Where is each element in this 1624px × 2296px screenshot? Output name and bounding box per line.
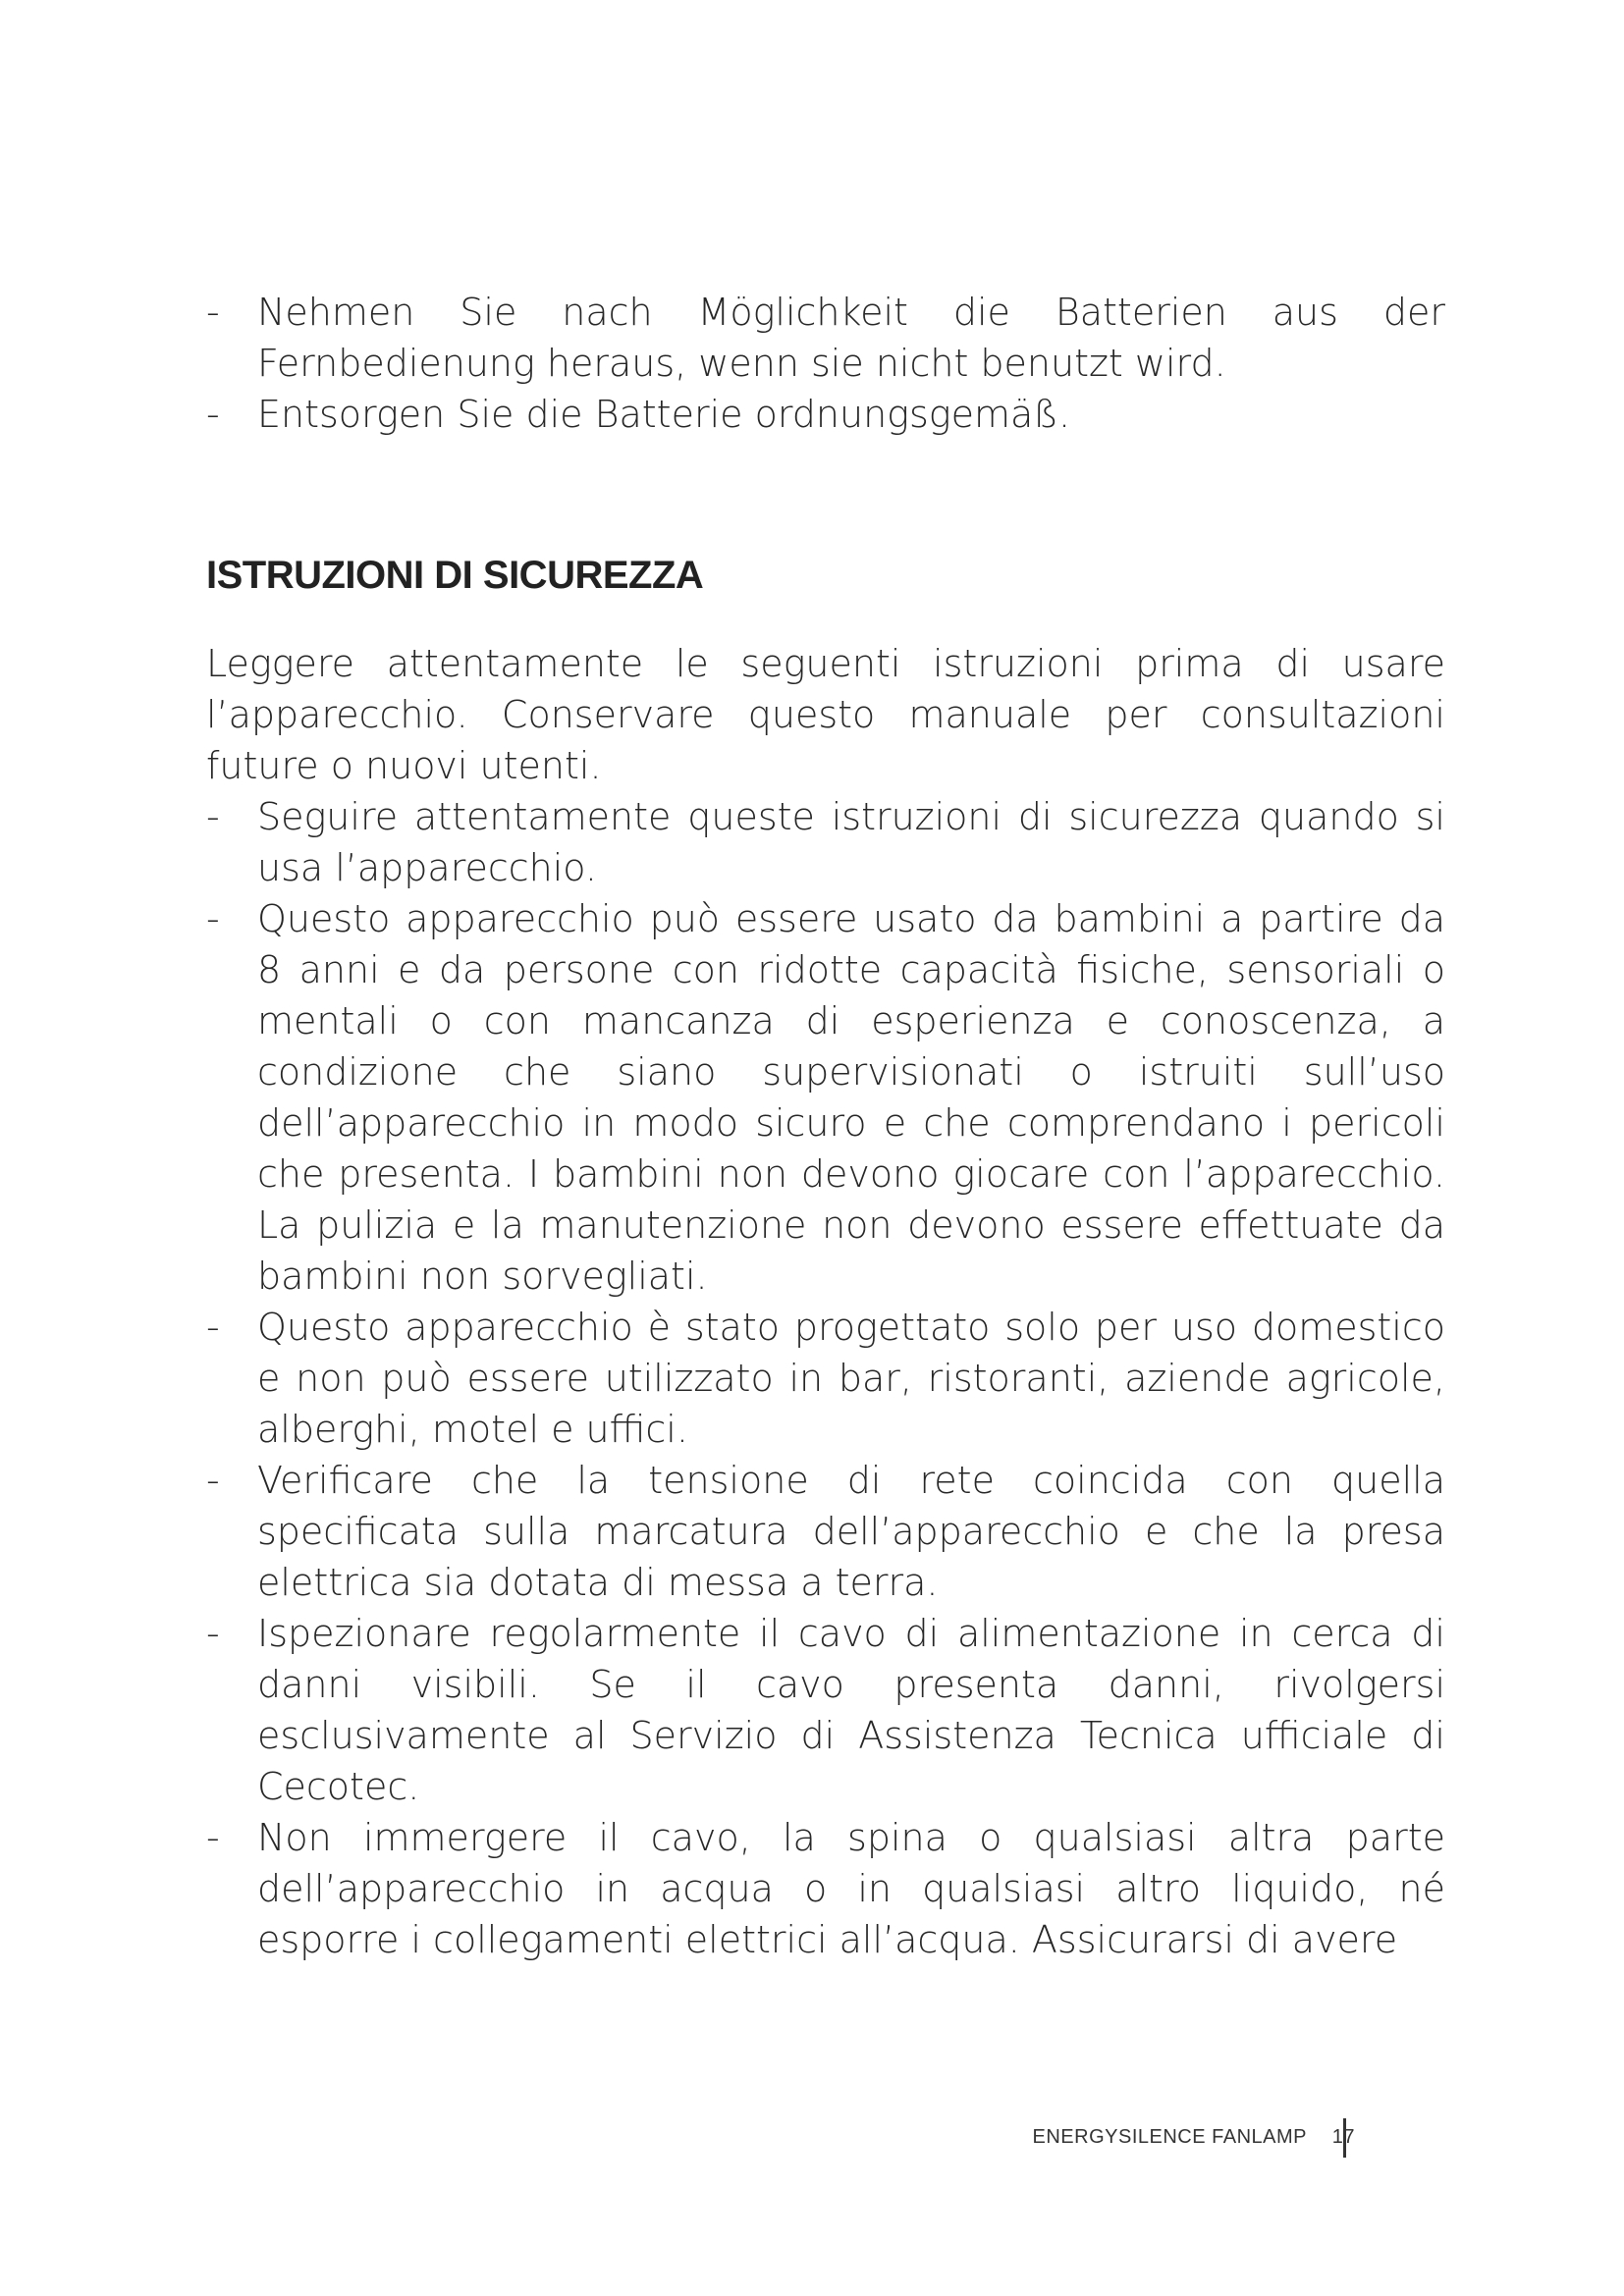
page-content xyxy=(206,287,1445,1965)
list-item: - Questo apparecchio può essere usato da bambini a partire da 8 anni e da persone con ridotte capacità fisiche, sensoriali o mentali o con mancanza di esperienza e conoscenza, a condizione che siano supervisionati o istruiti sull’uso dell’apparecchio in modo sicuro e che comprendano i pericoli che presenta. I bambini non devono giocare con l’apparecchio. La pulizia e la manutenzione non devono essere effettuate da bambini non sorvegliati. xyxy=(206,893,1445,1302)
section-heading: ISTRUZIONI DI SICUREZZA xyxy=(206,554,704,597)
battery-instructions-list xyxy=(206,287,1445,440)
list-item: - Ispezionare regolarmente il cavo di alimentazione in cerca di danni visibili. Se il cavo presenta danni, rivolgersi esclusivamente al Servizio di Assistenza Tecnica ufficiale di Cecotec. xyxy=(206,1608,1445,1812)
list-item: - Entsorgen Sie die Batterie ordnungsgemäß. xyxy=(206,389,1445,440)
list-item: - Non immergere il cavo, la spina o qualsiasi altra parte dell’apparecchio in acqua o in qualsiasi altro liquido, né esporre i collegamenti elettrici all’acqua. Assicurarsi di avere xyxy=(206,1812,1445,1965)
list-item: - Seguire attentamente queste istruzioni di sicurezza quando si usa l’apparecchio. xyxy=(206,791,1445,893)
section-intro: Leggere attentamente le seguenti istruzioni prima di usare l’apparecchio. Conservare questo manuale per consultazioni future o nuovi utenti. xyxy=(206,642,1445,787)
list-item: - Nehmen Sie nach Möglichkeit die Batterien aus der Fernbedienung heraus, wenn sie nicht benutzt wird. xyxy=(206,287,1445,389)
page-number: 17 xyxy=(1331,2126,1355,2148)
page-footer xyxy=(0,2123,1355,2151)
footer-product-name: ENERGYSILENCE FANLAMP xyxy=(1032,2126,1307,2148)
list-item: - Verificare che la tensione di rete coincida con quella specificata sulla marcatura dell’apparecchio e che la presa elettrica sia dotata di messa a terra. xyxy=(206,1455,1445,1608)
list-item: - Questo apparecchio è stato progettato solo per uso domestico e non può essere utilizzato in bar, ristoranti, aziende agricole, alberghi, motel e uffici. xyxy=(206,1302,1445,1455)
safety-instructions-list xyxy=(206,791,1445,1965)
